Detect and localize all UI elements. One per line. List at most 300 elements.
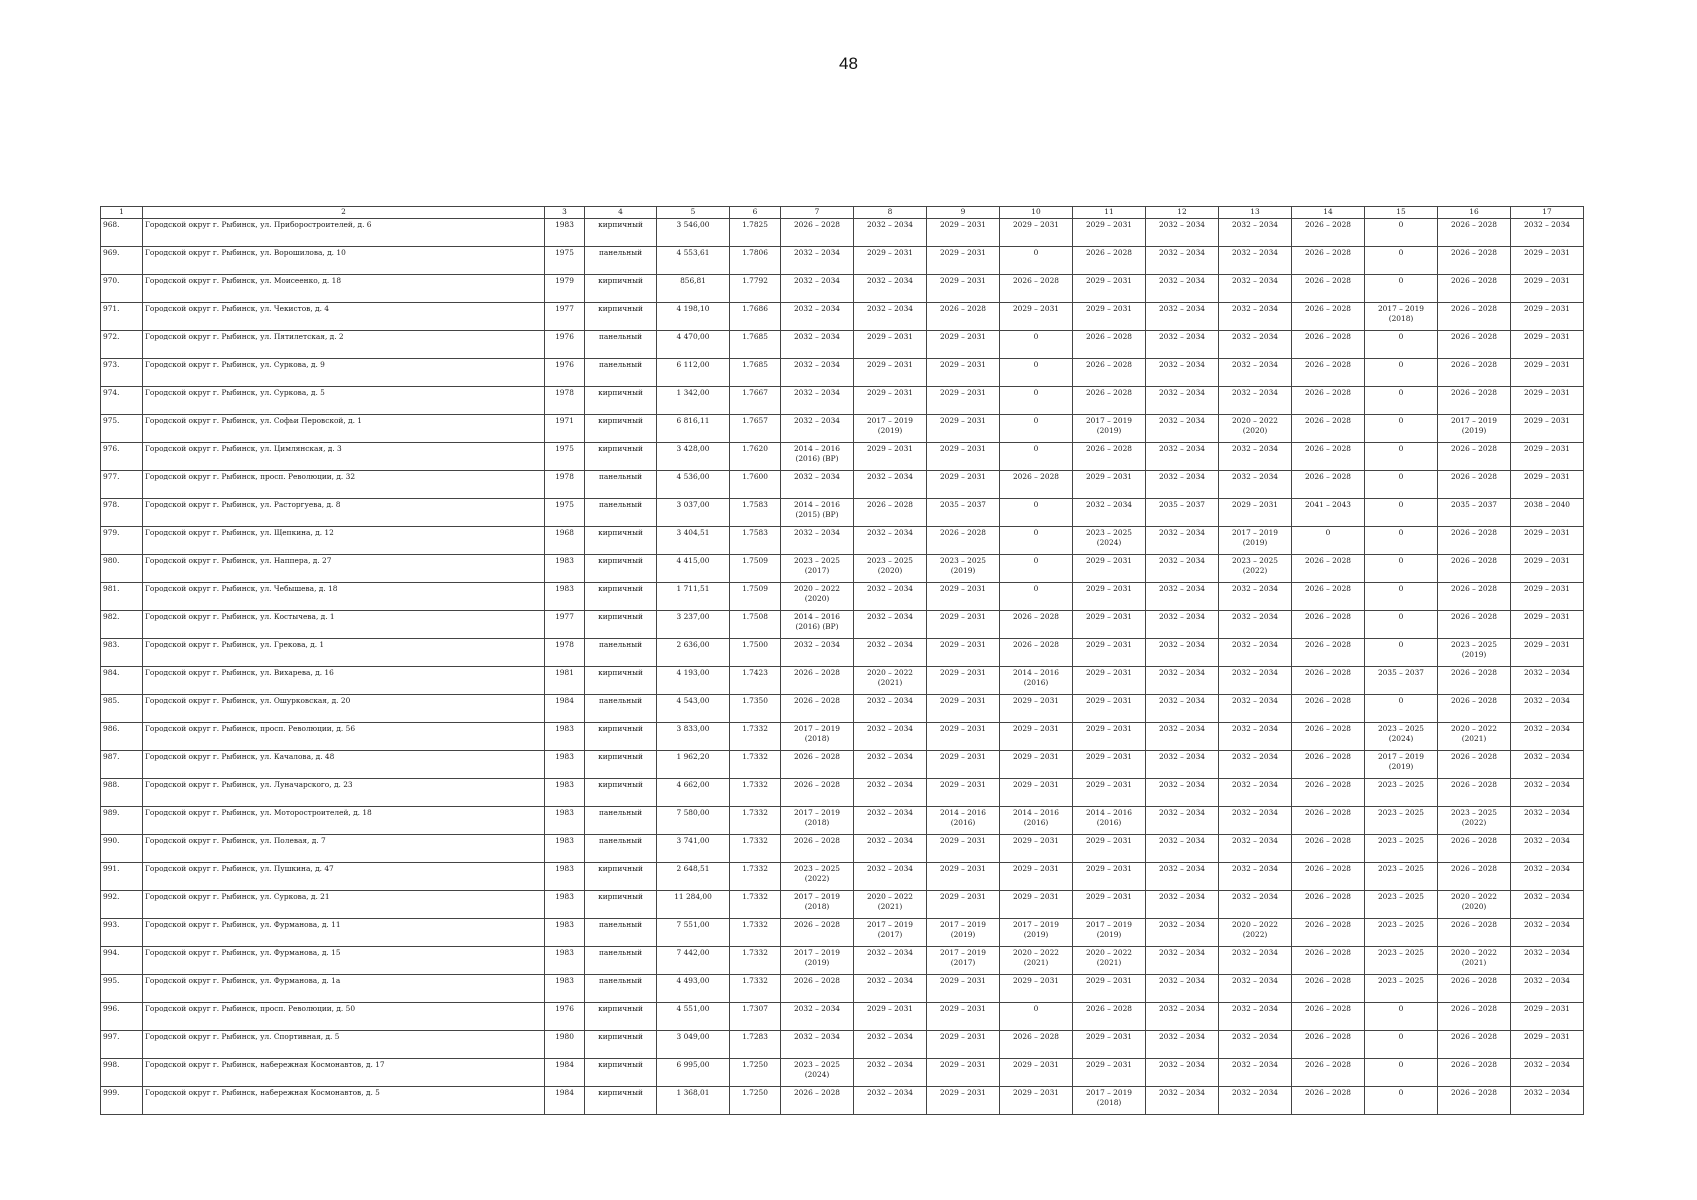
period-7-cell: 2032 – 2034 — [781, 275, 854, 303]
year-built-cell: 1976 — [545, 331, 585, 359]
period-11-cell: 2029 – 2031 — [1073, 555, 1146, 583]
period-12-cell: 2032 – 2034 — [1146, 975, 1219, 1003]
table-row — [101, 1087, 1584, 1115]
period-7-cell: 2026 – 2028 — [781, 667, 854, 695]
area-cell: 3 741,00 — [657, 835, 730, 863]
period-11-cell: 2032 – 2034 — [1073, 499, 1146, 527]
address-cell: Городской округ г. Рыбинск, ул. Пушкина, д. 47 — [143, 863, 545, 891]
period-8-cell: 2032 – 2034 — [854, 583, 927, 611]
period-7-cell: 2017 – 2019 (2018) — [781, 723, 854, 751]
wall-material-cell: панельный — [585, 919, 657, 947]
period-10-cell: 2026 – 2028 — [1000, 275, 1073, 303]
period-17-cell: 2032 – 2034 — [1511, 751, 1584, 779]
wall-material-cell: кирпичный — [585, 779, 657, 807]
period-7-cell: 2017 – 2019 (2018) — [781, 807, 854, 835]
period-14-cell: 2026 – 2028 — [1292, 891, 1365, 919]
period-16-cell: 2026 – 2028 — [1438, 779, 1511, 807]
period-9-cell: 2029 – 2031 — [927, 275, 1000, 303]
priority-index-cell: 1.7332 — [730, 947, 781, 975]
period-14-cell: 2026 – 2028 — [1292, 555, 1365, 583]
period-16-cell: 2026 – 2028 — [1438, 471, 1511, 499]
period-8-cell: 2017 – 2019 (2017) — [854, 919, 927, 947]
column-number-15: 15 — [1365, 207, 1438, 219]
period-14-cell: 2026 – 2028 — [1292, 583, 1365, 611]
priority-index-cell: 1.7250 — [730, 1059, 781, 1087]
year-built-cell: 1983 — [545, 863, 585, 891]
address-cell: Городской округ г. Рыбинск, ул. Фурманова, д. 15 — [143, 947, 545, 975]
period-16-cell: 2020 – 2022 (2021) — [1438, 947, 1511, 975]
period-10-cell: 2029 – 2031 — [1000, 779, 1073, 807]
period-10-cell: 0 — [1000, 583, 1073, 611]
priority-index-cell: 1.7332 — [730, 723, 781, 751]
year-built-cell: 1968 — [545, 527, 585, 555]
year-built-cell: 1983 — [545, 583, 585, 611]
area-cell: 4 193,00 — [657, 667, 730, 695]
period-8-cell: 2032 – 2034 — [854, 639, 927, 667]
period-17-cell: 2029 – 2031 — [1511, 359, 1584, 387]
table-body — [101, 219, 1584, 1115]
wall-material-cell: кирпичный — [585, 1059, 657, 1087]
period-16-cell: 2026 – 2028 — [1438, 975, 1511, 1003]
period-8-cell: 2029 – 2031 — [854, 387, 927, 415]
period-16-cell: 2026 – 2028 — [1438, 583, 1511, 611]
period-10-cell: 2020 – 2022 (2021) — [1000, 947, 1073, 975]
period-10-cell: 2029 – 2031 — [1000, 1059, 1073, 1087]
period-16-cell: 2026 – 2028 — [1438, 555, 1511, 583]
wall-material-cell: панельный — [585, 499, 657, 527]
address-cell: Городской округ г. Рыбинск, просп. Революции, д. 56 — [143, 723, 545, 751]
period-10-cell: 2029 – 2031 — [1000, 863, 1073, 891]
year-built-cell: 1981 — [545, 667, 585, 695]
period-15-cell: 2023 – 2025 — [1365, 807, 1438, 835]
period-15-cell: 2017 – 2019 (2019) — [1365, 751, 1438, 779]
wall-material-cell: панельный — [585, 947, 657, 975]
period-9-cell: 2029 – 2031 — [927, 471, 1000, 499]
period-9-cell: 2029 – 2031 — [927, 1087, 1000, 1115]
period-13-cell: 2020 – 2022 (2020) — [1219, 415, 1292, 443]
period-13-cell: 2032 – 2034 — [1219, 219, 1292, 247]
period-14-cell: 2026 – 2028 — [1292, 779, 1365, 807]
address-cell: Городской округ г. Рыбинск, ул. Чебышева, д. 18 — [143, 583, 545, 611]
table-row — [101, 1059, 1584, 1087]
address-cell: Городской округ г. Рыбинск, ул. Моторостроителей, д. 18 — [143, 807, 545, 835]
year-built-cell: 1977 — [545, 303, 585, 331]
column-number-6: 6 — [730, 207, 781, 219]
period-16-cell: 2026 – 2028 — [1438, 275, 1511, 303]
area-cell: 3 404,51 — [657, 527, 730, 555]
period-7-cell: 2023 – 2025 (2017) — [781, 555, 854, 583]
address-cell: Городской округ г. Рыбинск, набережная Космонавтов, д. 17 — [143, 1059, 545, 1087]
priority-index-cell: 1.7509 — [730, 583, 781, 611]
priority-index-cell: 1.7667 — [730, 387, 781, 415]
table-row — [101, 499, 1584, 527]
period-10-cell: 0 — [1000, 331, 1073, 359]
wall-material-cell: кирпичный — [585, 863, 657, 891]
row-number-cell: 971. — [101, 303, 143, 331]
wall-material-cell: кирпичный — [585, 555, 657, 583]
period-7-cell: 2023 – 2025 (2024) — [781, 1059, 854, 1087]
wall-material-cell: кирпичный — [585, 751, 657, 779]
period-16-cell: 2026 – 2028 — [1438, 835, 1511, 863]
housing-registry-table — [100, 206, 1584, 1115]
period-8-cell: 2032 – 2034 — [854, 723, 927, 751]
period-15-cell: 0 — [1365, 1031, 1438, 1059]
period-10-cell: 2029 – 2031 — [1000, 303, 1073, 331]
wall-material-cell: панельный — [585, 695, 657, 723]
period-13-cell: 2032 – 2034 — [1219, 639, 1292, 667]
row-number-cell: 974. — [101, 387, 143, 415]
period-14-cell: 2026 – 2028 — [1292, 219, 1365, 247]
period-9-cell: 2017 – 2019 (2019) — [927, 919, 1000, 947]
period-12-cell: 2032 – 2034 — [1146, 303, 1219, 331]
row-number-cell: 999. — [101, 1087, 143, 1115]
address-cell: Городской округ г. Рыбинск, ул. Суркова, д. 9 — [143, 359, 545, 387]
table-row — [101, 1031, 1584, 1059]
period-14-cell: 2026 – 2028 — [1292, 443, 1365, 471]
table-row — [101, 779, 1584, 807]
period-10-cell: 2029 – 2031 — [1000, 219, 1073, 247]
period-8-cell: 2020 – 2022 (2021) — [854, 891, 927, 919]
area-cell: 1 368,01 — [657, 1087, 730, 1115]
period-7-cell: 2026 – 2028 — [781, 219, 854, 247]
table-row — [101, 723, 1584, 751]
year-built-cell: 1975 — [545, 443, 585, 471]
period-11-cell: 2029 – 2031 — [1073, 1031, 1146, 1059]
period-15-cell: 0 — [1365, 387, 1438, 415]
period-11-cell: 2029 – 2031 — [1073, 891, 1146, 919]
period-17-cell: 2029 – 2031 — [1511, 611, 1584, 639]
column-number-13: 13 — [1219, 207, 1292, 219]
address-cell: Городской округ г. Рыбинск, просп. Революции, д. 32 — [143, 471, 545, 499]
period-14-cell: 2026 – 2028 — [1292, 1003, 1365, 1031]
wall-material-cell: панельный — [585, 975, 657, 1003]
period-9-cell: 2029 – 2031 — [927, 863, 1000, 891]
period-10-cell: 0 — [1000, 443, 1073, 471]
address-cell: Городской округ г. Рыбинск, ул. Фурманова, д. 1а — [143, 975, 545, 1003]
address-cell: Городской округ г. Рыбинск, ул. Щепкина, д. 12 — [143, 527, 545, 555]
address-cell: Городской округ г. Рыбинск, ул. Ворошилова, д. 10 — [143, 247, 545, 275]
period-13-cell: 2032 – 2034 — [1219, 1087, 1292, 1115]
period-16-cell: 2026 – 2028 — [1438, 527, 1511, 555]
wall-material-cell: кирпичный — [585, 527, 657, 555]
year-built-cell: 1978 — [545, 387, 585, 415]
wall-material-cell: кирпичный — [585, 415, 657, 443]
period-7-cell: 2032 – 2034 — [781, 471, 854, 499]
year-built-cell: 1975 — [545, 499, 585, 527]
period-11-cell: 2014 – 2016 (2016) — [1073, 807, 1146, 835]
period-12-cell: 2032 – 2034 — [1146, 1031, 1219, 1059]
period-17-cell: 2029 – 2031 — [1511, 471, 1584, 499]
period-9-cell: 2029 – 2031 — [927, 975, 1000, 1003]
period-10-cell: 2017 – 2019 (2019) — [1000, 919, 1073, 947]
period-14-cell: 2026 – 2028 — [1292, 975, 1365, 1003]
period-9-cell: 2029 – 2031 — [927, 611, 1000, 639]
period-14-cell: 2026 – 2028 — [1292, 415, 1365, 443]
period-11-cell: 2026 – 2028 — [1073, 1003, 1146, 1031]
period-11-cell: 2029 – 2031 — [1073, 471, 1146, 499]
column-number-10: 10 — [1000, 207, 1073, 219]
period-10-cell: 2029 – 2031 — [1000, 891, 1073, 919]
period-16-cell: 2026 – 2028 — [1438, 1087, 1511, 1115]
area-cell: 856,81 — [657, 275, 730, 303]
row-number-cell: 995. — [101, 975, 143, 1003]
year-built-cell: 1983 — [545, 891, 585, 919]
period-17-cell: 2029 – 2031 — [1511, 1031, 1584, 1059]
wall-material-cell: кирпичный — [585, 583, 657, 611]
year-built-cell: 1983 — [545, 835, 585, 863]
column-number-2: 2 — [143, 207, 545, 219]
period-10-cell: 2026 – 2028 — [1000, 639, 1073, 667]
period-9-cell: 2029 – 2031 — [927, 1003, 1000, 1031]
table-row — [101, 359, 1584, 387]
wall-material-cell: кирпичный — [585, 1003, 657, 1031]
period-14-cell: 2026 – 2028 — [1292, 863, 1365, 891]
row-number-cell: 988. — [101, 779, 143, 807]
period-12-cell: 2032 – 2034 — [1146, 415, 1219, 443]
column-number-4: 4 — [585, 207, 657, 219]
period-10-cell: 0 — [1000, 387, 1073, 415]
period-13-cell: 2032 – 2034 — [1219, 947, 1292, 975]
period-15-cell: 0 — [1365, 443, 1438, 471]
table-row — [101, 555, 1584, 583]
address-cell: Городской округ г. Рыбинск, ул. Луначарского, д. 23 — [143, 779, 545, 807]
period-14-cell: 2026 – 2028 — [1292, 1059, 1365, 1087]
wall-material-cell: кирпичный — [585, 275, 657, 303]
year-built-cell: 1983 — [545, 723, 585, 751]
period-13-cell: 2032 – 2034 — [1219, 471, 1292, 499]
period-13-cell: 2032 – 2034 — [1219, 723, 1292, 751]
period-16-cell: 2026 – 2028 — [1438, 331, 1511, 359]
period-15-cell: 0 — [1365, 583, 1438, 611]
period-14-cell: 0 — [1292, 527, 1365, 555]
period-17-cell: 2029 – 2031 — [1511, 1003, 1584, 1031]
period-13-cell: 2032 – 2034 — [1219, 1059, 1292, 1087]
period-8-cell: 2017 – 2019 (2019) — [854, 415, 927, 443]
period-9-cell: 2026 – 2028 — [927, 303, 1000, 331]
period-13-cell: 2032 – 2034 — [1219, 443, 1292, 471]
period-12-cell: 2032 – 2034 — [1146, 667, 1219, 695]
period-10-cell: 2029 – 2031 — [1000, 751, 1073, 779]
row-number-cell: 978. — [101, 499, 143, 527]
period-8-cell: 2029 – 2031 — [854, 359, 927, 387]
priority-index-cell: 1.7307 — [730, 1003, 781, 1031]
period-13-cell: 2032 – 2034 — [1219, 779, 1292, 807]
period-16-cell: 2035 – 2037 — [1438, 499, 1511, 527]
area-cell: 7 551,00 — [657, 919, 730, 947]
period-11-cell: 2026 – 2028 — [1073, 387, 1146, 415]
period-13-cell: 2032 – 2034 — [1219, 387, 1292, 415]
period-9-cell: 2029 – 2031 — [927, 835, 1000, 863]
period-8-cell: 2032 – 2034 — [854, 835, 927, 863]
period-15-cell: 0 — [1365, 219, 1438, 247]
period-13-cell: 2023 – 2025 (2022) — [1219, 555, 1292, 583]
period-15-cell: 0 — [1365, 1087, 1438, 1115]
priority-index-cell: 1.7685 — [730, 331, 781, 359]
period-8-cell: 2026 – 2028 — [854, 499, 927, 527]
address-cell: Городской округ г. Рыбинск, ул. Вихарева, д. 16 — [143, 667, 545, 695]
period-16-cell: 2026 – 2028 — [1438, 667, 1511, 695]
row-number-cell: 993. — [101, 919, 143, 947]
year-built-cell: 1984 — [545, 695, 585, 723]
period-10-cell: 0 — [1000, 555, 1073, 583]
priority-index-cell: 1.7332 — [730, 891, 781, 919]
period-8-cell: 2029 – 2031 — [854, 1003, 927, 1031]
row-number-cell: 968. — [101, 219, 143, 247]
period-7-cell: 2014 – 2016 (2016) (ВР) — [781, 611, 854, 639]
row-number-cell: 977. — [101, 471, 143, 499]
period-14-cell: 2026 – 2028 — [1292, 275, 1365, 303]
period-7-cell: 2023 – 2025 (2022) — [781, 863, 854, 891]
period-16-cell: 2026 – 2028 — [1438, 611, 1511, 639]
area-cell: 6 112,00 — [657, 359, 730, 387]
period-12-cell: 2032 – 2034 — [1146, 583, 1219, 611]
year-built-cell: 1983 — [545, 779, 585, 807]
wall-material-cell: кирпичный — [585, 303, 657, 331]
period-14-cell: 2026 – 2028 — [1292, 303, 1365, 331]
period-14-cell: 2026 – 2028 — [1292, 947, 1365, 975]
period-14-cell: 2026 – 2028 — [1292, 723, 1365, 751]
year-built-cell: 1983 — [545, 975, 585, 1003]
period-16-cell: 2020 – 2022 (2020) — [1438, 891, 1511, 919]
period-15-cell: 0 — [1365, 611, 1438, 639]
row-number-cell: 997. — [101, 1031, 143, 1059]
year-built-cell: 1984 — [545, 1059, 585, 1087]
period-17-cell: 2032 – 2034 — [1511, 947, 1584, 975]
column-number-7: 7 — [781, 207, 854, 219]
table-row — [101, 583, 1584, 611]
row-number-cell: 985. — [101, 695, 143, 723]
period-12-cell: 2032 – 2034 — [1146, 527, 1219, 555]
table-row — [101, 443, 1584, 471]
period-14-cell: 2026 – 2028 — [1292, 1031, 1365, 1059]
period-7-cell: 2014 – 2016 (2015) (ВР) — [781, 499, 854, 527]
table-row — [101, 219, 1584, 247]
period-17-cell: 2032 – 2034 — [1511, 695, 1584, 723]
period-14-cell: 2041 – 2043 — [1292, 499, 1365, 527]
area-cell: 4 553,61 — [657, 247, 730, 275]
period-15-cell: 2023 – 2025 — [1365, 975, 1438, 1003]
period-17-cell: 2032 – 2034 — [1511, 723, 1584, 751]
row-number-cell: 987. — [101, 751, 143, 779]
area-cell: 4 493,00 — [657, 975, 730, 1003]
period-17-cell: 2032 – 2034 — [1511, 835, 1584, 863]
period-8-cell: 2029 – 2031 — [854, 331, 927, 359]
address-cell: Городской округ г. Рыбинск, ул. Костычева, д. 1 — [143, 611, 545, 639]
period-17-cell: 2029 – 2031 — [1511, 303, 1584, 331]
period-15-cell: 0 — [1365, 527, 1438, 555]
period-13-cell: 2032 – 2034 — [1219, 891, 1292, 919]
wall-material-cell: кирпичный — [585, 219, 657, 247]
table-row — [101, 303, 1584, 331]
area-cell: 2 648,51 — [657, 863, 730, 891]
table-row — [101, 275, 1584, 303]
wall-material-cell: панельный — [585, 331, 657, 359]
period-17-cell: 2029 – 2031 — [1511, 583, 1584, 611]
period-11-cell: 2029 – 2031 — [1073, 695, 1146, 723]
area-cell: 3 037,00 — [657, 499, 730, 527]
period-17-cell: 2032 – 2034 — [1511, 1087, 1584, 1115]
period-14-cell: 2026 – 2028 — [1292, 331, 1365, 359]
row-number-cell: 969. — [101, 247, 143, 275]
period-7-cell: 2026 – 2028 — [781, 975, 854, 1003]
page-number: 48 — [839, 54, 858, 73]
period-9-cell: 2035 – 2037 — [927, 499, 1000, 527]
area-cell: 1 962,20 — [657, 751, 730, 779]
period-8-cell: 2032 – 2034 — [854, 863, 927, 891]
address-cell: Городской округ г. Рыбинск, набережная Космонавтов, д. 5 — [143, 1087, 545, 1115]
period-7-cell: 2032 – 2034 — [781, 415, 854, 443]
period-12-cell: 2032 – 2034 — [1146, 555, 1219, 583]
row-number-cell: 982. — [101, 611, 143, 639]
priority-index-cell: 1.7806 — [730, 247, 781, 275]
period-10-cell: 2026 – 2028 — [1000, 611, 1073, 639]
period-7-cell: 2032 – 2034 — [781, 527, 854, 555]
period-12-cell: 2032 – 2034 — [1146, 723, 1219, 751]
period-17-cell: 2032 – 2034 — [1511, 779, 1584, 807]
period-8-cell: 2023 – 2025 (2020) — [854, 555, 927, 583]
period-7-cell: 2026 – 2028 — [781, 919, 854, 947]
area-cell: 3 049,00 — [657, 1031, 730, 1059]
address-cell: Городской округ г. Рыбинск, ул. Расторгуева, д. 8 — [143, 499, 545, 527]
period-8-cell: 2032 – 2034 — [854, 947, 927, 975]
period-7-cell: 2014 – 2016 (2016) (ВР) — [781, 443, 854, 471]
period-12-cell: 2032 – 2034 — [1146, 779, 1219, 807]
period-13-cell: 2032 – 2034 — [1219, 975, 1292, 1003]
period-15-cell: 0 — [1365, 247, 1438, 275]
period-15-cell: 0 — [1365, 639, 1438, 667]
period-9-cell: 2014 – 2016 (2016) — [927, 807, 1000, 835]
address-cell: Городской округ г. Рыбинск, ул. Качалова, д. 48 — [143, 751, 545, 779]
area-cell: 11 284,00 — [657, 891, 730, 919]
period-13-cell: 2020 – 2022 (2022) — [1219, 919, 1292, 947]
period-13-cell: 2032 – 2034 — [1219, 863, 1292, 891]
period-9-cell: 2029 – 2031 — [927, 695, 1000, 723]
period-12-cell: 2032 – 2034 — [1146, 807, 1219, 835]
period-14-cell: 2026 – 2028 — [1292, 247, 1365, 275]
table-row — [101, 387, 1584, 415]
period-9-cell: 2029 – 2031 — [927, 331, 1000, 359]
period-11-cell: 2029 – 2031 — [1073, 863, 1146, 891]
period-12-cell: 2032 – 2034 — [1146, 919, 1219, 947]
period-12-cell: 2032 – 2034 — [1146, 443, 1219, 471]
area-cell: 4 415,00 — [657, 555, 730, 583]
area-cell: 6 995,00 — [657, 1059, 730, 1087]
period-13-cell: 2032 – 2034 — [1219, 695, 1292, 723]
column-number-row — [101, 207, 1584, 219]
year-built-cell: 1975 — [545, 247, 585, 275]
priority-index-cell: 1.7332 — [730, 807, 781, 835]
period-12-cell: 2032 – 2034 — [1146, 1087, 1219, 1115]
address-cell: Городской округ г. Рыбинск, просп. Революции, д. 50 — [143, 1003, 545, 1031]
address-cell: Городской округ г. Рыбинск, ул. Полевая, д. 7 — [143, 835, 545, 863]
period-7-cell: 2020 – 2022 (2020) — [781, 583, 854, 611]
period-8-cell: 2032 – 2034 — [854, 219, 927, 247]
period-8-cell: 2032 – 2034 — [854, 975, 927, 1003]
priority-index-cell: 1.7350 — [730, 695, 781, 723]
period-10-cell: 2014 – 2016 (2016) — [1000, 667, 1073, 695]
period-15-cell: 0 — [1365, 415, 1438, 443]
period-16-cell: 2026 – 2028 — [1438, 247, 1511, 275]
period-15-cell: 2017 – 2019 (2018) — [1365, 303, 1438, 331]
row-number-cell: 975. — [101, 415, 143, 443]
period-10-cell: 2026 – 2028 — [1000, 471, 1073, 499]
period-7-cell: 2032 – 2034 — [781, 1031, 854, 1059]
row-number-cell: 980. — [101, 555, 143, 583]
period-15-cell: 2035 – 2037 — [1365, 667, 1438, 695]
period-15-cell: 2023 – 2025 — [1365, 891, 1438, 919]
column-number-8: 8 — [854, 207, 927, 219]
period-11-cell: 2026 – 2028 — [1073, 443, 1146, 471]
